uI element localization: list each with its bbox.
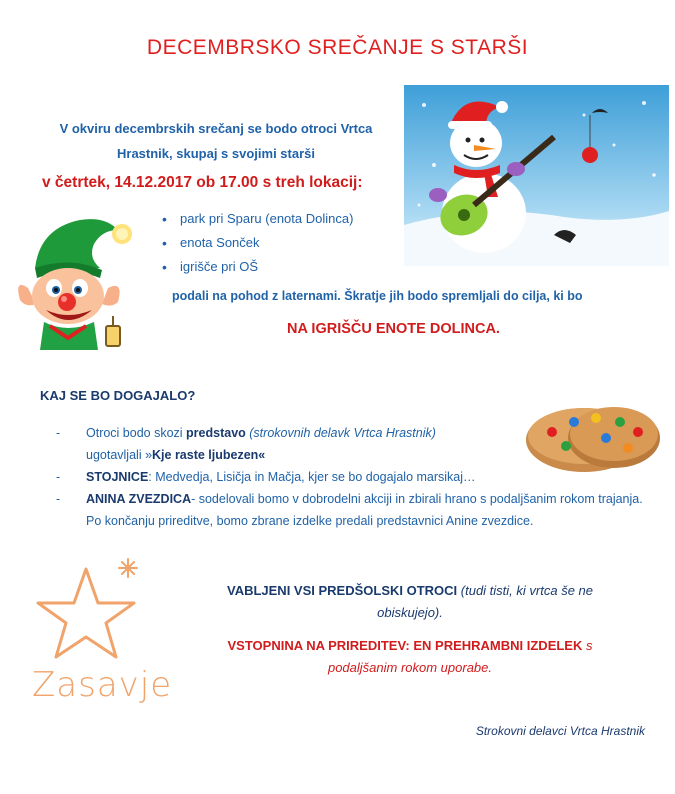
- event-highlight: Kje raste ljubezen«: [152, 448, 266, 462]
- events-list: [56, 422, 646, 532]
- dash: -: [56, 470, 61, 484]
- event-highlight: STOJNICE: [86, 470, 149, 484]
- invitation-bold: VABLJENI VSI PREDŠOLSKI OTROCI: [226, 583, 458, 598]
- list-item: • igrišče pri OŠ: [160, 255, 353, 279]
- destination: NA IGRIŠČU ENOTE DOLINCA.: [287, 321, 500, 337]
- event-note: (strokovnih delavk Vrtca Hrastnik): [245, 426, 436, 440]
- signature: Strokovni delavci Vrtca Hrastnik: [475, 724, 645, 738]
- event-item-stalls: [56, 466, 646, 488]
- walk-text: podali na pohod z laternami. Škratje jih bodo spremljali do cilja, ki bo: [172, 289, 583, 303]
- events-heading: KAJ SE BO DOGAJALO?: [40, 388, 196, 403]
- event-item-charity: [56, 488, 646, 532]
- list-item: • enota Sonček: [160, 231, 353, 255]
- invitation-note: (tudi tisti, ki vrtca še ne obiskujejo).: [377, 583, 593, 620]
- event-text: : Medvedja, Lisičja in Mačja, kjer se bo dogajalo marsikaj…: [148, 470, 476, 484]
- entry-fee-text: [200, 635, 620, 679]
- page-title: DECEMBRSKO SREČANJE S STARŠI: [146, 36, 529, 59]
- intro-text: [36, 116, 396, 166]
- event-text: - sodelovali bomo v dobrodelni akciji in zbirali hrano s podaljšanim rokom trajanja. Po končanju prireditve, bomo zbrane izdelke predali predstavnici Anine zvezdice.: [86, 492, 643, 528]
- list-item: • park pri Sparu (enota Dolinca): [160, 207, 353, 231]
- event-text: Otroci bodo skozi: [86, 426, 187, 440]
- fee-bold: VSTOPNINA NA PRIREDITEV: EN PREHRAMBNI IZDELEK: [227, 638, 583, 653]
- invitation-text: [200, 580, 620, 624]
- logo-text: Zasavje: [32, 665, 173, 705]
- intro-line-1: V okviru decembrskih srečanj se bodo otroci Vrtca: [59, 121, 373, 136]
- snowman-illustration: [404, 85, 669, 266]
- dash: -: [56, 492, 61, 506]
- event-item-performance: [56, 422, 646, 466]
- event-date: v četrtek, 14.12.2017 ob 17.00 s treh lokacij:: [42, 174, 363, 191]
- elf-illustration: [10, 208, 140, 350]
- star-icon: [28, 555, 148, 665]
- fee-note: s podaljšanim rokom uporabe.: [327, 638, 593, 675]
- location-list: [160, 207, 353, 279]
- event-highlight: predstavo: [186, 426, 246, 440]
- dash: -: [56, 426, 61, 440]
- event-text: ugotavljali »: [86, 448, 153, 462]
- event-highlight: ANINA ZVEZDICA: [86, 492, 192, 506]
- intro-line-2: Hrastnik, skupaj s svojimi starši: [117, 146, 315, 161]
